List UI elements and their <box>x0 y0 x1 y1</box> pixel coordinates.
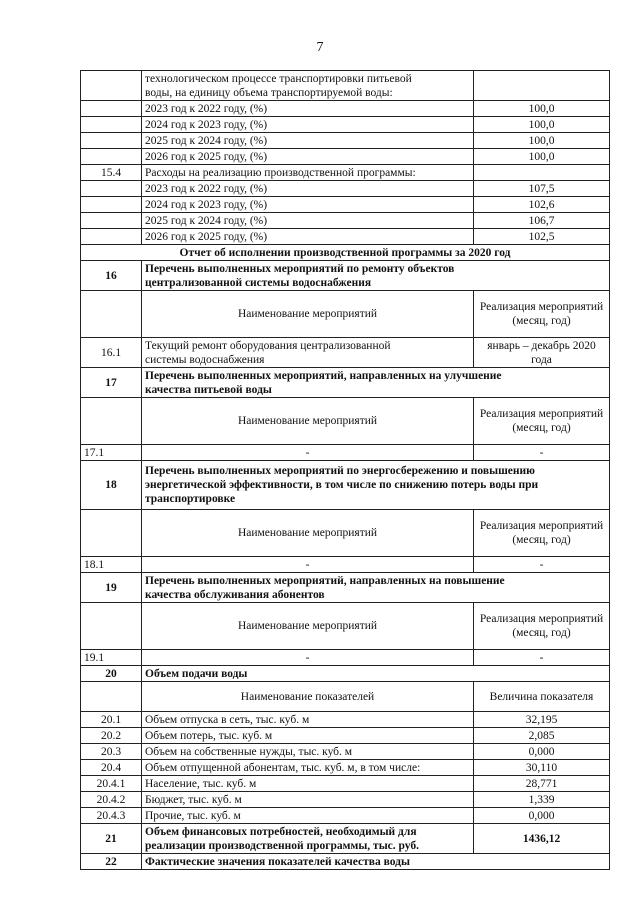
row-number <box>81 181 142 197</box>
label-line-2: воды, на единицу объема транспортируемой воды: <box>145 86 393 99</box>
table-row <box>81 445 610 461</box>
row-number <box>81 213 142 229</box>
row-number: 20.4 <box>81 760 142 776</box>
section-header-row <box>81 824 610 854</box>
row-value: 100,0 <box>474 133 610 149</box>
section-title <box>142 573 610 603</box>
row-label: Объем отпущенной абонентам, тыс. куб. м, в том числе: <box>142 760 474 776</box>
section-title <box>142 368 610 398</box>
table-row <box>81 213 610 229</box>
row-value: 106,7 <box>474 213 610 229</box>
section-title <box>142 461 610 510</box>
row-number <box>81 229 142 245</box>
section-title <box>142 824 474 854</box>
row-label: 2026 год к 2025 году, (%) <box>142 149 474 165</box>
row-number: 20.4.2 <box>81 792 142 808</box>
row-label: - <box>142 650 474 666</box>
row-value: январь – декабрь 2020 года <box>474 338 610 368</box>
row-label: Объем отпуска в сеть, тыс. куб. м <box>142 712 474 728</box>
row-value: 102,6 <box>474 197 610 213</box>
title-line-3: транспортировке <box>145 493 236 505</box>
table-row <box>81 117 610 133</box>
row-label <box>142 71 474 101</box>
row-label <box>142 338 474 368</box>
row-value: 32,195 <box>474 712 610 728</box>
section-header-row <box>81 461 610 510</box>
row-label: Население, тыс. куб. м <box>142 776 474 792</box>
section-number: 22 <box>81 854 142 870</box>
program-table <box>80 70 610 870</box>
table-row <box>81 101 610 117</box>
row-value: 107,5 <box>474 181 610 197</box>
section-header-row <box>81 666 610 682</box>
section-header-row <box>81 573 610 603</box>
section-number: 18 <box>81 461 142 510</box>
impl-column-header: Реализация мероприятий (месяц, год) <box>474 510 610 557</box>
row-number <box>81 398 142 445</box>
row-value: 100,0 <box>474 101 610 117</box>
row-label: Бюджет, тыс. куб. м <box>142 792 474 808</box>
row-value: 0,000 <box>474 744 610 760</box>
row-value: 0,000 <box>474 808 610 824</box>
table-row <box>81 71 610 101</box>
report-title-row <box>81 245 610 261</box>
row-value: 2,085 <box>474 728 610 744</box>
row-number <box>81 71 142 101</box>
name-column-header: Наименование мероприятий <box>142 398 474 445</box>
table-row <box>81 712 610 728</box>
title-line-2: энергетической эффективности, в том числе по снижению потерь воды при <box>145 479 539 491</box>
row-value: 1436,12 <box>474 824 610 854</box>
section-number: 17 <box>81 368 142 398</box>
row-label: Объем потерь, тыс. куб. м <box>142 728 474 744</box>
table-row <box>81 728 610 744</box>
title-line-2: качества обслуживания абонентов <box>145 588 325 601</box>
section-title: Объем подачи воды <box>142 666 610 682</box>
row-number <box>81 510 142 557</box>
row-number: 20.4.3 <box>81 808 142 824</box>
title-line-1: Перечень выполненных мероприятий по энергосбережению и повышению <box>145 465 535 477</box>
section-number: 19 <box>81 573 142 603</box>
title-line-1: Объем финансовых потребностей, необходимый для <box>145 825 417 838</box>
title-line-2: качества питьевой воды <box>145 383 272 396</box>
row-label: Прочие, тыс. куб. м <box>142 808 474 824</box>
row-number: 20.3 <box>81 744 142 760</box>
row-number: 20.4.1 <box>81 776 142 792</box>
row-label: 2026 год к 2025 году, (%) <box>142 229 474 245</box>
impl-column-header: Реализация мероприятий (месяц, год) <box>474 291 610 338</box>
row-number <box>81 149 142 165</box>
row-label: Объем на собственные нужды, тыс. куб. м <box>142 744 474 760</box>
column-header-row <box>81 510 610 557</box>
title-line-1: Перечень выполненных мероприятий, направленных на повышение <box>145 574 505 587</box>
row-number: 19.1 <box>81 650 142 666</box>
row-value <box>474 165 610 181</box>
table-row <box>81 557 610 573</box>
row-value: - <box>474 650 610 666</box>
section-number: 20 <box>81 666 142 682</box>
section-header-row <box>81 854 610 870</box>
row-value: 102,5 <box>474 229 610 245</box>
value-column-header: Величина показателя <box>474 682 610 712</box>
row-value: 100,0 <box>474 117 610 133</box>
row-number <box>81 603 142 650</box>
row-label: 2023 год к 2022 году, (%) <box>142 181 474 197</box>
section-title <box>142 261 610 291</box>
row-number: 20.1 <box>81 712 142 728</box>
table-row <box>81 760 610 776</box>
table-row <box>81 338 610 368</box>
table-row <box>81 181 610 197</box>
section-number: 16 <box>81 261 142 291</box>
section-number: 21 <box>81 824 142 854</box>
row-value: 30,110 <box>474 760 610 776</box>
column-header-row <box>81 682 610 712</box>
table-row <box>81 165 610 181</box>
column-header-row <box>81 291 610 338</box>
table-row <box>81 808 610 824</box>
row-number <box>81 133 142 149</box>
table-row <box>81 149 610 165</box>
table-row <box>81 744 610 760</box>
row-number <box>81 117 142 133</box>
name-column-header: Наименование мероприятий <box>142 291 474 338</box>
table-row <box>81 792 610 808</box>
row-number: 15.4 <box>81 165 142 181</box>
name-column-header: Наименование мероприятий <box>142 603 474 650</box>
impl-column-header: Реализация мероприятий (месяц, год) <box>474 603 610 650</box>
section-header-row <box>81 261 610 291</box>
impl-column-header: Реализация мероприятий (месяц, год) <box>474 398 610 445</box>
row-label: - <box>142 445 474 461</box>
row-number <box>81 291 142 338</box>
row-label: Расходы на реализацию производственной программы: <box>142 165 474 181</box>
label-line-1: технологическом процессе транспортировки питьевой <box>145 72 412 85</box>
table-row <box>81 229 610 245</box>
row-value: 100,0 <box>474 149 610 165</box>
row-label: 2023 год к 2022 году, (%) <box>142 101 474 117</box>
section-header-row <box>81 368 610 398</box>
row-label: 2025 год к 2024 году, (%) <box>142 213 474 229</box>
page-number: 7 <box>316 40 324 55</box>
row-number: 18.1 <box>81 557 142 573</box>
name-column-header: Наименование мероприятий <box>142 510 474 557</box>
column-header-row <box>81 603 610 650</box>
row-number <box>81 682 142 712</box>
title-line-2: реализации производственной программы, тыс. руб. <box>145 839 419 852</box>
column-header-row <box>81 398 610 445</box>
title-line-1: Перечень выполненных мероприятий, направленных на улучшение <box>145 369 502 382</box>
title-line-2: централизованной системы водоснабжения <box>145 276 372 289</box>
name-column-header: Наименование показателей <box>142 682 474 712</box>
row-label: 2025 год к 2024 году, (%) <box>142 133 474 149</box>
report-title: Отчет об исполнении производственной программы за 2020 год <box>81 245 610 261</box>
row-label: - <box>142 557 474 573</box>
row-value: - <box>474 557 610 573</box>
row-number: 17.1 <box>81 445 142 461</box>
table-row <box>81 133 610 149</box>
row-number: 16.1 <box>81 338 142 368</box>
table-row <box>81 197 610 213</box>
title-line-1: Перечень выполненных мероприятий по ремонту объектов <box>145 262 455 275</box>
row-label: 2024 год к 2023 году, (%) <box>142 197 474 213</box>
table-row <box>81 650 610 666</box>
label-line-1: Текущий ремонт оборудования централизованной <box>145 339 391 352</box>
label-line-2: системы водоснабжения <box>145 353 265 366</box>
row-label: 2024 год к 2023 году, (%) <box>142 117 474 133</box>
table-row <box>81 776 610 792</box>
row-value: 28,771 <box>474 776 610 792</box>
row-value: 1,339 <box>474 792 610 808</box>
row-number <box>81 197 142 213</box>
section-title: Фактические значения показателей качества воды <box>142 854 610 870</box>
row-value <box>474 71 610 101</box>
row-value: - <box>474 445 610 461</box>
row-number <box>81 101 142 117</box>
row-number: 20.2 <box>81 728 142 744</box>
